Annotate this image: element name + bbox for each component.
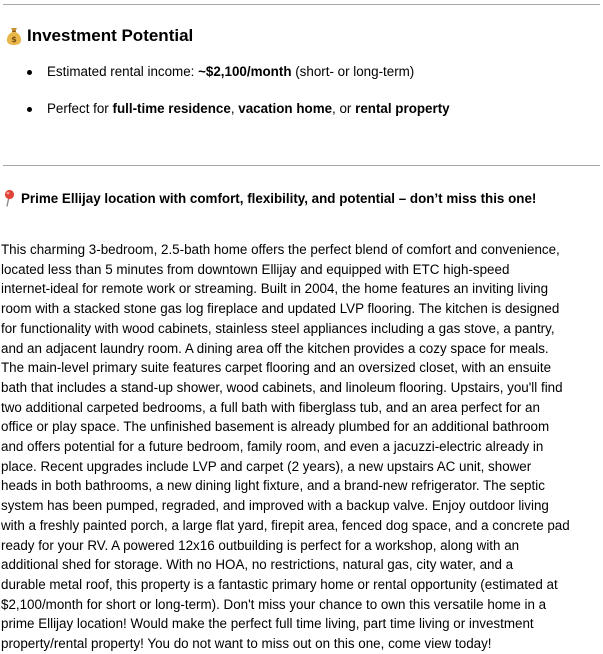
investment-title: Investment Potential (27, 26, 194, 45)
rental-income-text: Estimated rental income: ~$2,100/month (short- or long-term) (47, 64, 415, 79)
tagline (2, 189, 536, 207)
bullet-dot (27, 107, 32, 112)
use-cases-text: Perfect for full-time residence, vacation home, or rental property (47, 101, 450, 116)
investment-bullet-list (0, 62, 603, 136)
property-description: This charming 3-bedroom, 2.5-bath home offers the perfect blend of comfort and convenience, located less than 5 minutes from downtown Ellijay and equipped with ETC high-speed internet-ideal for remote work or streaming. Built in 2004, the home features an inviting living room with a stacked stone gas log fireplace and updated LVP flooring. The kitchen is designed for functionality with wood cabinets, stainless steel appliances including a gas stove, a pantry, and an adjacent laundry room. A dining area off the kitchen provides a cozy space for meals. The main-level primary suite features carpet flooring and an oversized closet, with an ensuite bath that includes a stand-up shower, wood cabinets, and linoleum flooring. Upstairs, you'll find two additional carpeted bedrooms, a full bath with fiberglass tub, and an area perfect for an office or play space. The unfinished basement is already plumbed for an additional bathroom and offers potential for a future bedroom, family room, and even a jacuzzi-electric already in place. Recent upgrades include LVP and carpet (2 years), a new upstairs AC unit, shower heads in both bathrooms, a new dining light fixture, and a brand-new refrigerator. The septic system has been pumped, regraded, and improved with a backup valve. Enjoy outdoor living with a freshly painted porch, a large flat yard, firepit area, fenced dog space, and a concrete pad ready for your RV. A powered 12x16 outbuilding is perfect for a workshop, along with an additional shed for storage. With no HOA, no restrictions, natural gas, city water, and a durable metal roof, this property is a fantastic primary home or rental opportunity (estimated at $2,100/month for short or long-term). Don't miss your chance to own this versatile home in a prime Ellijay location! Would make the perfect full time living, part time living or investment property/rental property! You do not want to miss out on this one, come view today! (1, 242, 570, 652)
tagline-text: Prime Ellijay location with comfort, flexibility, and potential – don’t miss this one! (21, 190, 537, 206)
investment-heading (4, 26, 193, 46)
round-pushpin-icon (2, 189, 16, 207)
bullet-dot (27, 70, 32, 75)
list-item (0, 62, 603, 99)
svg-text:$: $ (11, 35, 17, 44)
middle-divider (3, 165, 600, 166)
top-divider (3, 4, 600, 5)
list-item (0, 99, 603, 136)
money-bag-icon (4, 26, 24, 46)
